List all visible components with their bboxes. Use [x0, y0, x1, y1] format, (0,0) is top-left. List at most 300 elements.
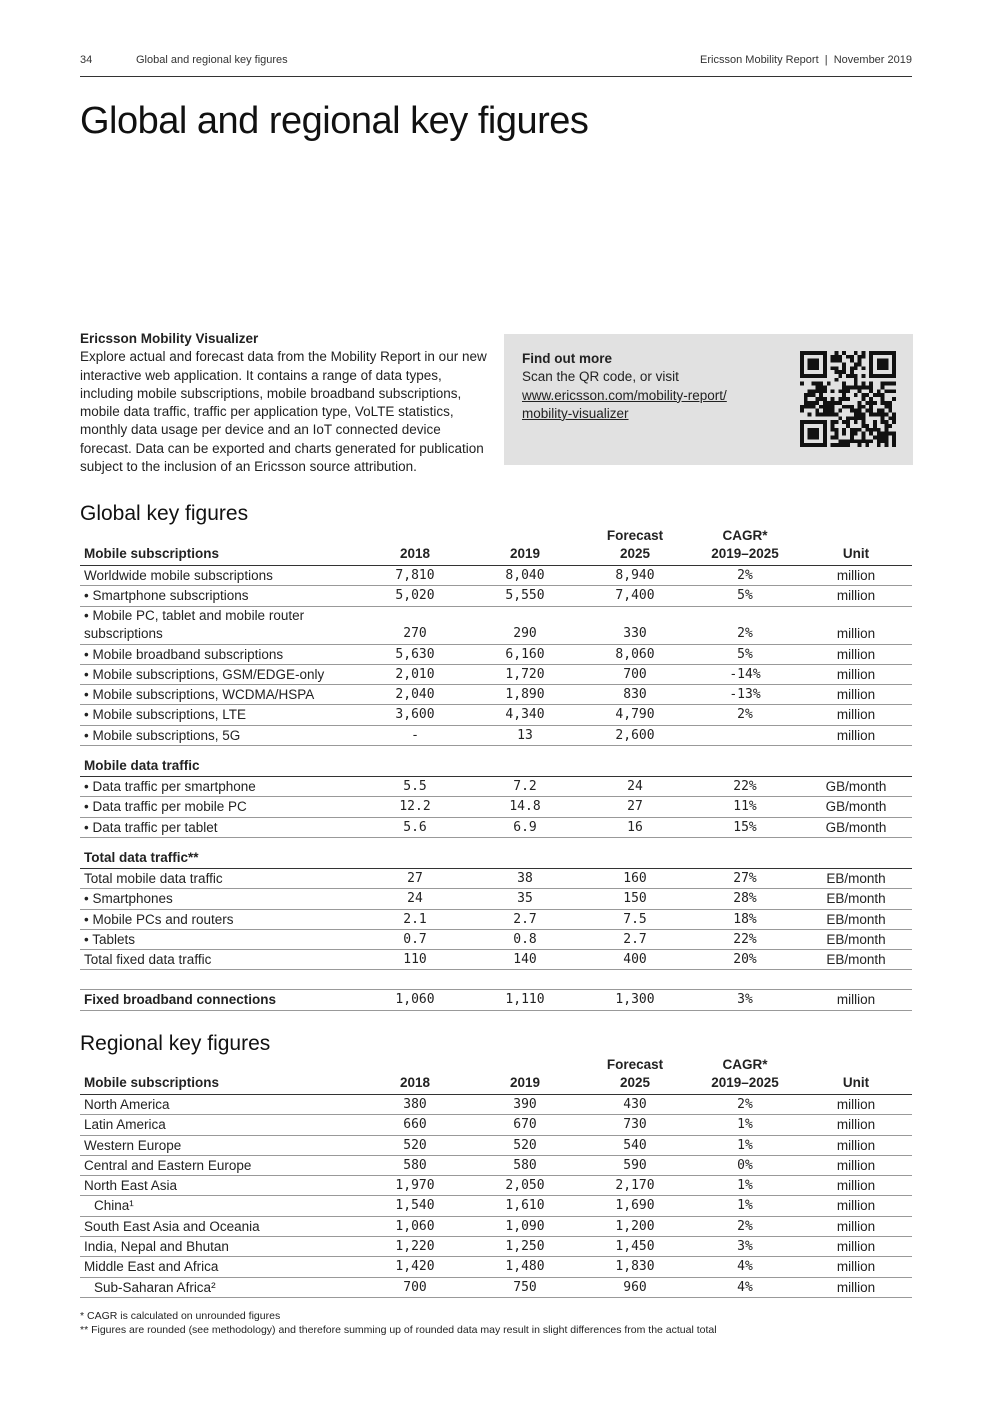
row-label: • Mobile subscriptions, 5G	[80, 725, 360, 745]
value-unit: million	[800, 725, 912, 745]
qr-module	[838, 416, 842, 420]
qr-module	[877, 393, 881, 397]
value-2018: 24	[360, 889, 470, 909]
table-header-row	[80, 527, 912, 566]
value-2018: 580	[360, 1155, 470, 1175]
row-label: North East Asia	[80, 1176, 360, 1196]
qr-module	[892, 382, 896, 386]
qr-module	[838, 359, 842, 363]
value-2019: 750	[470, 1277, 580, 1297]
value-2019: 1,890	[470, 685, 580, 705]
value-2025: 700	[580, 664, 690, 684]
qr-module	[854, 409, 858, 413]
value-unit: million	[800, 1196, 912, 1216]
value-2018: 5,630	[360, 644, 470, 664]
qr-module	[861, 393, 865, 397]
qr-module	[873, 435, 877, 439]
value-unit: million	[800, 1237, 912, 1257]
value-2018: 2,040	[360, 685, 470, 705]
value-2019: 6.9	[470, 817, 580, 837]
qr-module	[831, 359, 835, 363]
qr-module	[850, 435, 854, 439]
qr-module	[881, 409, 885, 413]
row-label: China¹	[80, 1196, 360, 1216]
value-2018: 5.6	[360, 817, 470, 837]
cagr-range: 2019–2025	[711, 1075, 779, 1090]
table-row	[80, 1216, 912, 1236]
qr-module	[869, 397, 873, 401]
global-section-title: Global key figures	[80, 502, 249, 525]
value-2018: 3,600	[360, 705, 470, 725]
section-subheading-row	[80, 746, 912, 777]
qr-module	[808, 412, 812, 416]
qr-module	[877, 412, 881, 416]
table-row	[80, 1196, 912, 1216]
qr-module	[842, 386, 846, 390]
qr-module	[831, 435, 835, 439]
value-unit: million	[800, 664, 912, 684]
qr-module	[827, 405, 831, 409]
qr-module	[884, 389, 888, 393]
qr-module	[850, 428, 854, 432]
qr-module	[812, 401, 816, 405]
qr-module	[884, 428, 888, 432]
qr-module	[884, 424, 888, 428]
forecast-year: 2025	[619, 1075, 651, 1090]
qr-module	[881, 416, 885, 420]
qr-module	[873, 424, 877, 428]
table-row	[80, 1237, 912, 1257]
value-2025: 150	[580, 889, 690, 909]
value-cagr: 27%	[690, 868, 800, 888]
qr-module	[861, 412, 865, 416]
row-label: South East Asia and Oceania	[80, 1216, 360, 1236]
value-2025: 730	[580, 1115, 690, 1135]
value-2019: 13	[470, 725, 580, 745]
value-cagr: 2%	[690, 606, 800, 644]
qr-module	[815, 389, 819, 393]
qr-module	[850, 409, 854, 413]
qr-module	[858, 443, 862, 447]
qr-module	[831, 355, 835, 359]
qr-module	[861, 382, 865, 386]
qr-module	[850, 432, 854, 436]
qr-module	[838, 355, 842, 359]
qr-module	[819, 382, 823, 386]
column-header-2019: 2019	[470, 527, 580, 566]
qr-module	[835, 412, 839, 416]
qr-module	[850, 359, 854, 363]
value-2025: 1,300	[580, 990, 690, 1010]
global-key-figures-table	[80, 527, 912, 1011]
qr-module	[881, 435, 885, 439]
column-header-2018: 2018	[360, 1056, 470, 1095]
qr-module	[869, 432, 873, 436]
find-out-more-box	[504, 334, 913, 465]
value-2019: 4,340	[470, 705, 580, 725]
qr-module	[842, 432, 846, 436]
value-2018: 1,420	[360, 1257, 470, 1277]
table-row	[80, 889, 912, 909]
table-row	[80, 777, 912, 797]
qr-module	[831, 405, 835, 409]
row-label: Middle East and Africa	[80, 1257, 360, 1277]
value-2019: 580	[470, 1155, 580, 1175]
visualizer-link-continued[interactable]: mobility-visualizer	[522, 405, 629, 421]
qr-module	[838, 389, 842, 393]
qr-module	[877, 409, 881, 413]
value-2018: 380	[360, 1095, 470, 1115]
visualizer-link[interactable]: www.ericsson.com/mobility-report/	[522, 387, 727, 403]
qr-module	[815, 397, 819, 401]
qr-module	[858, 386, 862, 390]
find-out-more-title: Find out more	[522, 351, 612, 366]
qr-module	[835, 435, 839, 439]
row-label: • Mobile PC, tablet and mobile router subscriptions	[80, 606, 360, 644]
qr-module	[884, 439, 888, 443]
qr-module	[892, 443, 896, 447]
value-unit: million	[800, 1135, 912, 1155]
value-2018: -	[360, 725, 470, 745]
value-2019: 7.2	[470, 777, 580, 797]
qr-module	[804, 405, 808, 409]
column-header-unit: Unit	[800, 1056, 912, 1095]
value-2019: 8,040	[470, 566, 580, 586]
value-2025: 400	[580, 950, 690, 970]
cagr-label: CAGR*	[722, 1057, 768, 1072]
qr-module	[827, 409, 831, 413]
page-title: Global and regional key figures	[80, 100, 589, 142]
value-2019: 35	[470, 889, 580, 909]
qr-module	[892, 397, 896, 401]
qr-module	[884, 405, 888, 409]
qr-module	[884, 435, 888, 439]
value-2019: 1,720	[470, 664, 580, 684]
qr-module	[865, 409, 869, 413]
value-2019: 1,480	[470, 1257, 580, 1277]
value-cagr: 5%	[690, 586, 800, 606]
qr-module	[819, 389, 823, 393]
qr-module	[861, 416, 865, 420]
value-2025: 16	[580, 817, 690, 837]
qr-module	[831, 409, 835, 413]
qr-module	[804, 397, 808, 401]
qr-module	[881, 386, 885, 390]
qr-module	[854, 366, 858, 370]
spacer-row	[80, 970, 912, 990]
qr-module	[854, 428, 858, 432]
qr-module	[881, 401, 885, 405]
row-label: • Mobile subscriptions, GSM/EDGE-only	[80, 664, 360, 684]
qr-module	[888, 432, 892, 436]
qr-module	[877, 435, 881, 439]
section-subheading: Total data traffic**	[80, 837, 912, 868]
qr-module	[838, 443, 842, 447]
qr-module	[823, 397, 827, 401]
qr-module	[877, 428, 881, 432]
qr-module	[892, 420, 896, 424]
qr-module	[819, 412, 823, 416]
column-header-forecast	[580, 1056, 690, 1095]
row-label: • Data traffic per tablet	[80, 817, 360, 837]
cagr-range: 2019–2025	[711, 546, 779, 561]
table-row	[80, 1257, 912, 1277]
qr-module	[838, 370, 842, 374]
value-2019: 520	[470, 1135, 580, 1155]
qr-module	[815, 401, 819, 405]
value-cagr: 5%	[690, 644, 800, 664]
qr-module	[873, 428, 877, 432]
value-2018: 1,060	[360, 990, 470, 1010]
qr-module	[854, 393, 858, 397]
value-cagr: 3%	[690, 990, 800, 1010]
value-2025: 4,790	[580, 705, 690, 725]
value-2019: 6,160	[470, 644, 580, 664]
qr-module	[873, 420, 877, 424]
value-2018: 7,810	[360, 566, 470, 586]
qr-code-icon[interactable]	[800, 351, 896, 447]
qr-module	[831, 428, 835, 432]
section-subheading-row	[80, 837, 912, 868]
qr-module	[881, 382, 885, 386]
value-2019: 140	[470, 950, 580, 970]
table-row	[80, 797, 912, 817]
column-header-unit: Unit	[800, 527, 912, 566]
value-cagr	[690, 725, 800, 745]
value-unit: EB/month	[800, 950, 912, 970]
row-label: • Tablets	[80, 929, 360, 949]
qr-module	[888, 382, 892, 386]
value-unit: million	[800, 586, 912, 606]
qr-module	[846, 397, 850, 401]
qr-module	[842, 428, 846, 432]
qr-module	[869, 389, 873, 393]
value-unit: GB/month	[800, 777, 912, 797]
qr-finder-center	[808, 359, 820, 371]
value-2018: 27	[360, 868, 470, 888]
table-row	[80, 725, 912, 745]
qr-module	[835, 428, 839, 432]
row-label: • Data traffic per mobile PC	[80, 797, 360, 817]
value-cagr: 2%	[690, 705, 800, 725]
qr-module	[858, 409, 862, 413]
qr-module	[835, 443, 839, 447]
row-label: Western Europe	[80, 1135, 360, 1155]
row-label: • Data traffic per smartphone	[80, 777, 360, 797]
qr-module	[865, 401, 869, 405]
value-2018: 110	[360, 950, 470, 970]
qr-module	[835, 351, 839, 355]
qr-module	[877, 439, 881, 443]
qr-module	[869, 428, 873, 432]
qr-module	[838, 374, 842, 378]
qr-module	[850, 374, 854, 378]
qr-module	[858, 428, 862, 432]
value-2025: 830	[580, 685, 690, 705]
table-header-row	[80, 1056, 912, 1095]
qr-module	[846, 405, 850, 409]
table-row	[80, 1155, 912, 1175]
value-unit: GB/month	[800, 797, 912, 817]
column-header-2018: 2018	[360, 527, 470, 566]
qr-module	[823, 405, 827, 409]
value-2025: 1,450	[580, 1237, 690, 1257]
value-2019: 1,250	[470, 1237, 580, 1257]
qr-module	[808, 389, 812, 393]
qr-module	[842, 420, 846, 424]
qr-module	[812, 393, 816, 397]
value-2018: 660	[360, 1115, 470, 1135]
qr-module	[892, 389, 896, 393]
qr-module	[800, 382, 804, 386]
qr-module	[838, 439, 842, 443]
qr-module	[892, 439, 896, 443]
qr-module	[831, 424, 835, 428]
value-cagr: 1%	[690, 1196, 800, 1216]
value-2025: 24	[580, 777, 690, 797]
table-row	[80, 644, 912, 664]
qr-module	[865, 424, 869, 428]
table-row	[80, 990, 912, 1010]
row-label: North America	[80, 1095, 360, 1115]
qr-module	[835, 401, 839, 405]
qr-module	[869, 401, 873, 405]
qr-module	[812, 405, 816, 409]
qr-module	[827, 412, 831, 416]
footnote-cagr: * CAGR is calculated on unrounded figures	[80, 1310, 281, 1322]
qr-module	[850, 416, 854, 420]
qr-module	[835, 420, 839, 424]
table-row	[80, 929, 912, 949]
qr-module	[823, 389, 827, 393]
qr-module	[865, 428, 869, 432]
qr-module	[842, 393, 846, 397]
qr-module	[877, 389, 881, 393]
table-row	[80, 1277, 912, 1297]
value-unit: EB/month	[800, 889, 912, 909]
value-2025: 8,940	[580, 566, 690, 586]
value-unit: EB/month	[800, 929, 912, 949]
qr-module	[854, 351, 858, 355]
qr-module	[831, 420, 835, 424]
table-row	[80, 1115, 912, 1135]
value-2019: 38	[470, 868, 580, 888]
qr-module	[812, 382, 816, 386]
header-section-title: Global and regional key figures	[136, 54, 288, 66]
value-2019: 1,090	[470, 1216, 580, 1236]
value-cagr: 28%	[690, 889, 800, 909]
value-2018: 1,060	[360, 1216, 470, 1236]
qr-module	[854, 374, 858, 378]
value-unit: GB/month	[800, 817, 912, 837]
qr-module	[819, 405, 823, 409]
header-report-title: Ericsson Mobility Report | November 2019	[700, 54, 912, 66]
value-unit: million	[800, 1155, 912, 1175]
qr-module	[858, 416, 862, 420]
qr-module	[884, 443, 888, 447]
qr-module	[861, 366, 865, 370]
qr-module	[823, 386, 827, 390]
row-label: • Smartphones	[80, 889, 360, 909]
qr-module	[846, 374, 850, 378]
value-unit: million	[800, 1176, 912, 1196]
value-cagr: 3%	[690, 1237, 800, 1257]
qr-module	[835, 370, 839, 374]
value-unit: million	[800, 1277, 912, 1297]
value-2018: 0.7	[360, 929, 470, 949]
qr-module	[831, 443, 835, 447]
value-2019: 670	[470, 1115, 580, 1135]
value-2025: 2,170	[580, 1176, 690, 1196]
qr-module	[865, 386, 869, 390]
qr-module	[808, 405, 812, 409]
qr-module	[854, 439, 858, 443]
value-2018: 270	[360, 606, 470, 644]
row-label: India, Nepal and Bhutan	[80, 1237, 360, 1257]
value-2025: 1,830	[580, 1257, 690, 1277]
row-label: Worldwide mobile subscriptions	[80, 566, 360, 586]
qr-module	[842, 389, 846, 393]
qr-module	[858, 405, 862, 409]
value-2018: 700	[360, 1277, 470, 1297]
value-cagr: 18%	[690, 909, 800, 929]
qr-module	[823, 401, 827, 405]
visualizer-intro	[80, 330, 492, 476]
qr-module	[861, 405, 865, 409]
qr-module	[838, 397, 842, 401]
value-2018: 2.1	[360, 909, 470, 929]
value-2025: 27	[580, 797, 690, 817]
table-row	[80, 909, 912, 929]
qr-module	[861, 439, 865, 443]
value-2025: 2.7	[580, 929, 690, 949]
value-cagr: 1%	[690, 1135, 800, 1155]
qr-module	[850, 366, 854, 370]
qr-module	[858, 439, 862, 443]
value-unit: million	[800, 685, 912, 705]
value-unit: million	[800, 705, 912, 725]
qr-module	[800, 409, 804, 413]
column-header-label: Mobile subscriptions	[80, 1056, 360, 1095]
qr-module	[869, 412, 873, 416]
qr-module	[823, 412, 827, 416]
qr-module	[854, 382, 858, 386]
value-2019: 14.8	[470, 797, 580, 817]
value-2025: 7.5	[580, 909, 690, 929]
qr-module	[846, 416, 850, 420]
qr-module	[812, 389, 816, 393]
value-cagr: 15%	[690, 817, 800, 837]
qr-module	[861, 351, 865, 355]
qr-module	[842, 443, 846, 447]
qr-module	[861, 435, 865, 439]
qr-module	[888, 389, 892, 393]
qr-module	[873, 393, 877, 397]
value-cagr: 1%	[690, 1176, 800, 1196]
qr-module	[881, 393, 885, 397]
qr-finder-center	[877, 359, 889, 371]
value-cagr: 2%	[690, 1216, 800, 1236]
qr-module	[815, 412, 819, 416]
regional-key-figures-table	[80, 1056, 912, 1298]
row-label: • Mobile subscriptions, LTE	[80, 705, 360, 725]
page-number: 34	[80, 54, 93, 66]
forecast-label: Forecast	[606, 1057, 664, 1072]
qr-module	[831, 389, 835, 393]
qr-module	[804, 401, 808, 405]
value-2025: 160	[580, 868, 690, 888]
qr-module	[888, 405, 892, 409]
